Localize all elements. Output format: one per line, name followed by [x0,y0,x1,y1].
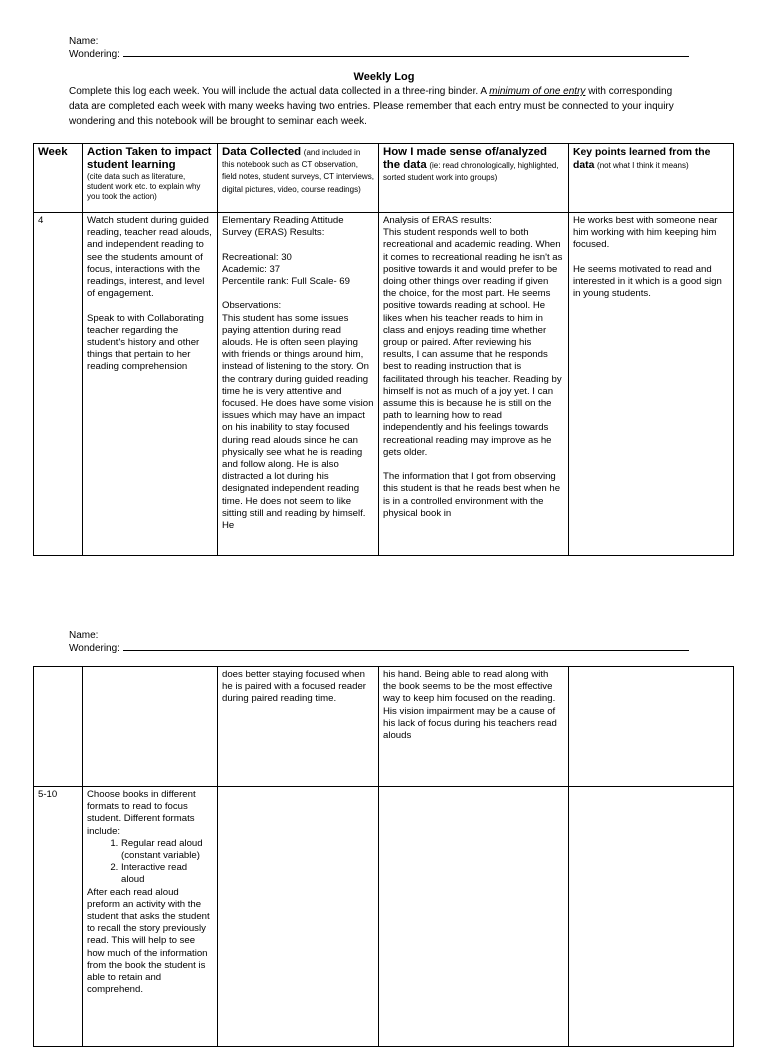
cell-sense [379,667,569,787]
cell-sense-text: Analysis of ERAS results: This student responds well to both recreational and academic reading. When it comes to recreational reading he isn't as positive towards it and would prefer to be doing other things over reading if given the choice, for the most part. He seems positive towards reading at school. He likes when his teacher reads to him in class and enjoys reading time whether group or paired. After reviewing his results, I can assume that he responds best to reading instruction that is facilitated through his teacher. Reading by himself is not as much of a joy yet. I can assume this is because he is still on the path to learning how to read independently and his feelings towards recreational reading may improve as he gets older. The information that I got from observing this student is that he reads best when he is in a controlled environment with the physical book in [383,215,563,519]
cell-data [218,213,379,556]
cell-sense [379,787,569,1047]
cell-action-text: Watch student during guided reading, teacher read alouds, and independent reading to see the students amount of focus, interactions with the readings, interest, and level of engagement. Speak to with Collaborating teacher regarding the student's history and other things that pertain to her reading comprehension [87,215,212,373]
header-data [218,144,379,213]
table-row [34,667,734,787]
instructions [69,84,687,129]
header-sense-title: How I made sense of/analyzed the data [383,146,547,172]
header-sense [379,144,569,213]
instructions-emphasis: minimum of one entry [489,86,586,97]
cell-week [34,787,83,1047]
wondering-row [69,47,689,60]
wondering-line-page2 [123,641,689,651]
cell-action-intro: Choose books in different formats to read to focus student. Different formats include: [87,789,196,837]
cell-action [83,213,218,556]
wondering-line [123,47,689,57]
table-row [34,787,734,1047]
header-week-title: Week [38,146,68,158]
weekly-log-table-page2 [33,666,734,1047]
header-action-note: (cite data such as literature, student work etc. to explain why you took the action) [87,172,201,201]
cell-week-text: 4 [38,215,44,226]
cell-action-outro: After each read aloud preform an activity with the student that asks the student to recall the story previously read. This will help to see how much of the information from the book the student is able to retain and comprehend. [87,886,210,996]
cell-data [218,787,379,1047]
header-action-title: Action Taken to impact student learning [87,146,212,171]
cell-key [569,213,734,556]
header-week [34,144,83,213]
cell-data-text: does better staying focused when he is paired with a focused reader during paired reading time. [222,669,366,705]
cell-week-text: 5-10 [38,789,58,800]
header-key-note: (not what I think it means) [597,161,689,171]
cell-week [34,667,83,787]
cell-key [569,667,734,787]
cell-key [569,787,734,1047]
page-title: Weekly Log [353,71,415,83]
header-action [83,144,218,213]
header-data-title: Data Collected [222,146,302,158]
wondering-label-page2: Wondering: [69,643,120,654]
cell-action [83,787,218,1047]
cell-data-text: Elementary Reading Attitude Survey (ERAS) Results: Recreational: 30 Academic: 37 Percentile rank: Full Scale- 69 Observations: This student has some issues paying attention during read alouds. He is often seen playing with friends or things around him, instead of listening to the story. On the contrary during guided reading time he is very attentive and focused. He does have some vision issues which may have an impact on his inability to stay focused during read alouds since he can physically see what he is reading and follow along. He is also distracted a lot during his designated independent reading time. He does not seem to like sitting still and reading by himself. He [222,215,374,532]
list-item: 1. Regular read aloud (constant variable) [121,838,213,862]
list-item: 2. Interactive read aloud [121,862,213,886]
table-row [34,213,734,556]
weekly-log-table [33,143,734,556]
header-key-title: Key points learned from the data [573,147,711,172]
instructions-part2: with corresponding data are completed each week with many weeks having two entries. Please remember that each entry must be connected to your inquiry wondering and this notebook will be brought to seminar each week. [69,86,674,127]
format-list [87,838,213,887]
table-header-row [34,144,734,213]
name-label: Name: [69,36,99,47]
name-label-page2: Name: [69,630,99,641]
cell-action [83,667,218,787]
cell-week [34,213,83,556]
cell-data [218,667,379,787]
instructions-part1: Complete this log each week. You will include the actual data collected in a three-ring binder. A [69,86,490,97]
header-sense-note: (ie: read chronologically, highlighted, sorted student work into groups) [383,161,559,183]
header-key [569,144,734,213]
cell-sense-text: his hand. Being able to read along with the book seems to be the most effective way to keep him focused on the reading. His vision impairment may be a cause of his lack of focus during his teachers read alouds [383,669,557,742]
cell-key-text: He works best with someone near him working with him keeping him focused. He seems motivated to read and interested in it which is a good sign in young students. [573,215,722,300]
wondering-row-page2 [69,641,689,654]
wondering-label: Wondering: [69,49,120,60]
cell-sense [379,213,569,556]
header-data-note: (and included in this notebook such as CT observation, field notes, student surveys, CT interviews, digital pictures, video, course readings) [222,148,374,194]
